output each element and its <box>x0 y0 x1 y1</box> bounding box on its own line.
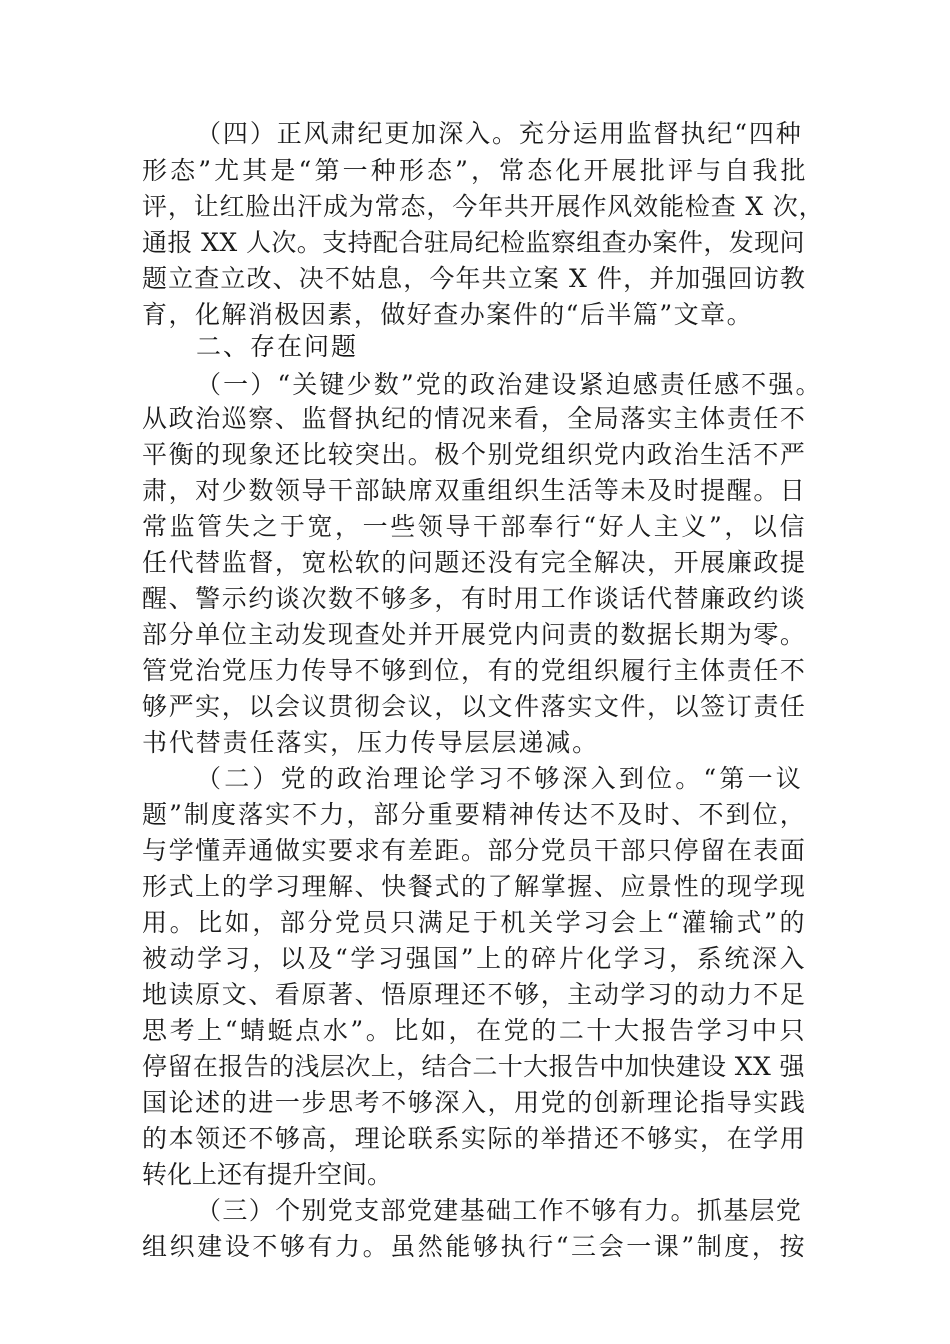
paragraph-2-heading-line: （二）党的政治理论学习不够深入到位。“第一议 <box>196 764 804 793</box>
text-line: 形式上的学习理解、快餐式的了解掌握、应景性的现学现 <box>142 872 807 901</box>
text-line: 通报 XX 人次。支持配合驻局纪检监察组查办案件，发现问 <box>142 228 805 257</box>
text-line: 被动学习，以及“学习强国”上的碎片化学习，系统深入 <box>142 944 808 973</box>
text-line: 题立查立改、决不姑息，今年共立案 X 件，并加强回访教 <box>142 264 806 293</box>
text-line: 形态”尤其是“第一种形态”，常态化开展批评与自我批 <box>142 156 809 185</box>
paragraph-4-heading-line: （四）正风肃纪更加深入。充分运用监督执纪“四种 <box>196 119 803 148</box>
text-line: 国论述的进一步思考不够深入，用党的创新理论指导实践 <box>142 1088 807 1117</box>
section-heading: 二、存在问题 <box>196 332 359 361</box>
text-line: 够严实，以会议贯彻会议，以文件落实文件，以签订责任 <box>142 692 807 721</box>
text-line: 转化上还有提升空间。 <box>142 1160 393 1189</box>
text-line: 评，让红脸出汗成为常态，今年共开展作风效能检查 X 次， <box>142 192 825 221</box>
text-line: 从政治巡察、监督执纪的情况来看，全局落实主体责任不 <box>142 404 807 433</box>
text-line: 育，化解消极因素，做好查办案件的“后半篇”文章。 <box>142 300 754 329</box>
text-line: 的本领还不够高，理论联系实际的举措还不够实，在学用 <box>142 1124 807 1153</box>
text-line: 题”制度落实不力，部分重要精神传达不及时、不到位， <box>142 800 807 829</box>
text-line: 地读原文、看原著、悟原理还不够，主动学习的动力不足 <box>142 980 807 1009</box>
paragraph-1-heading-line: （一）“关键少数”党的政治建设紧迫感责任感不强。 <box>196 370 823 399</box>
text-line: 常监管失之于宽，一些领导干部奉行“好人主义”，以信 <box>142 512 808 541</box>
text-line: 用。比如，部分党员只满足于机关学习会上“灌输式”的 <box>142 908 808 937</box>
text-line: 肃，对少数领导干部缺席双重组织生活等未及时提醒。日 <box>142 476 807 505</box>
paragraph-3-heading-line: （三）个别党支部党建基础工作不够有力。抓基层党 <box>196 1196 803 1225</box>
text-line: 书代替责任落实，压力传导层层递减。 <box>142 728 599 757</box>
text-line: 平衡的现象还比较突出。极个别党组织党内政治生活不严 <box>142 440 807 469</box>
text-line: 与学懂弄通做实要求有差距。部分党员干部只停留在表面 <box>142 836 807 865</box>
text-line: 任代替监督，宽松软的问题还没有完全解决，开展廉政提 <box>142 548 807 577</box>
text-line: 思考上“蜻蜓点水”。比如，在党的二十大报告学习中只 <box>142 1016 808 1045</box>
text-line: 醒、警示约谈次数不够多，有时用工作谈话代替廉政约谈 <box>142 584 807 613</box>
text-line: 停留在报告的浅层次上，结合二十大报告中加快建设 XX 强 <box>142 1052 805 1081</box>
text-line: 组织建设不够有力。虽然能够执行“三会一课”制度，按 <box>142 1232 808 1261</box>
text-line: 管党治党压力传导不够到位，有的党组织履行主体责任不 <box>142 656 807 685</box>
text-line: 部分单位主动发现查处并开展党内问责的数据长期为零。 <box>142 620 807 649</box>
